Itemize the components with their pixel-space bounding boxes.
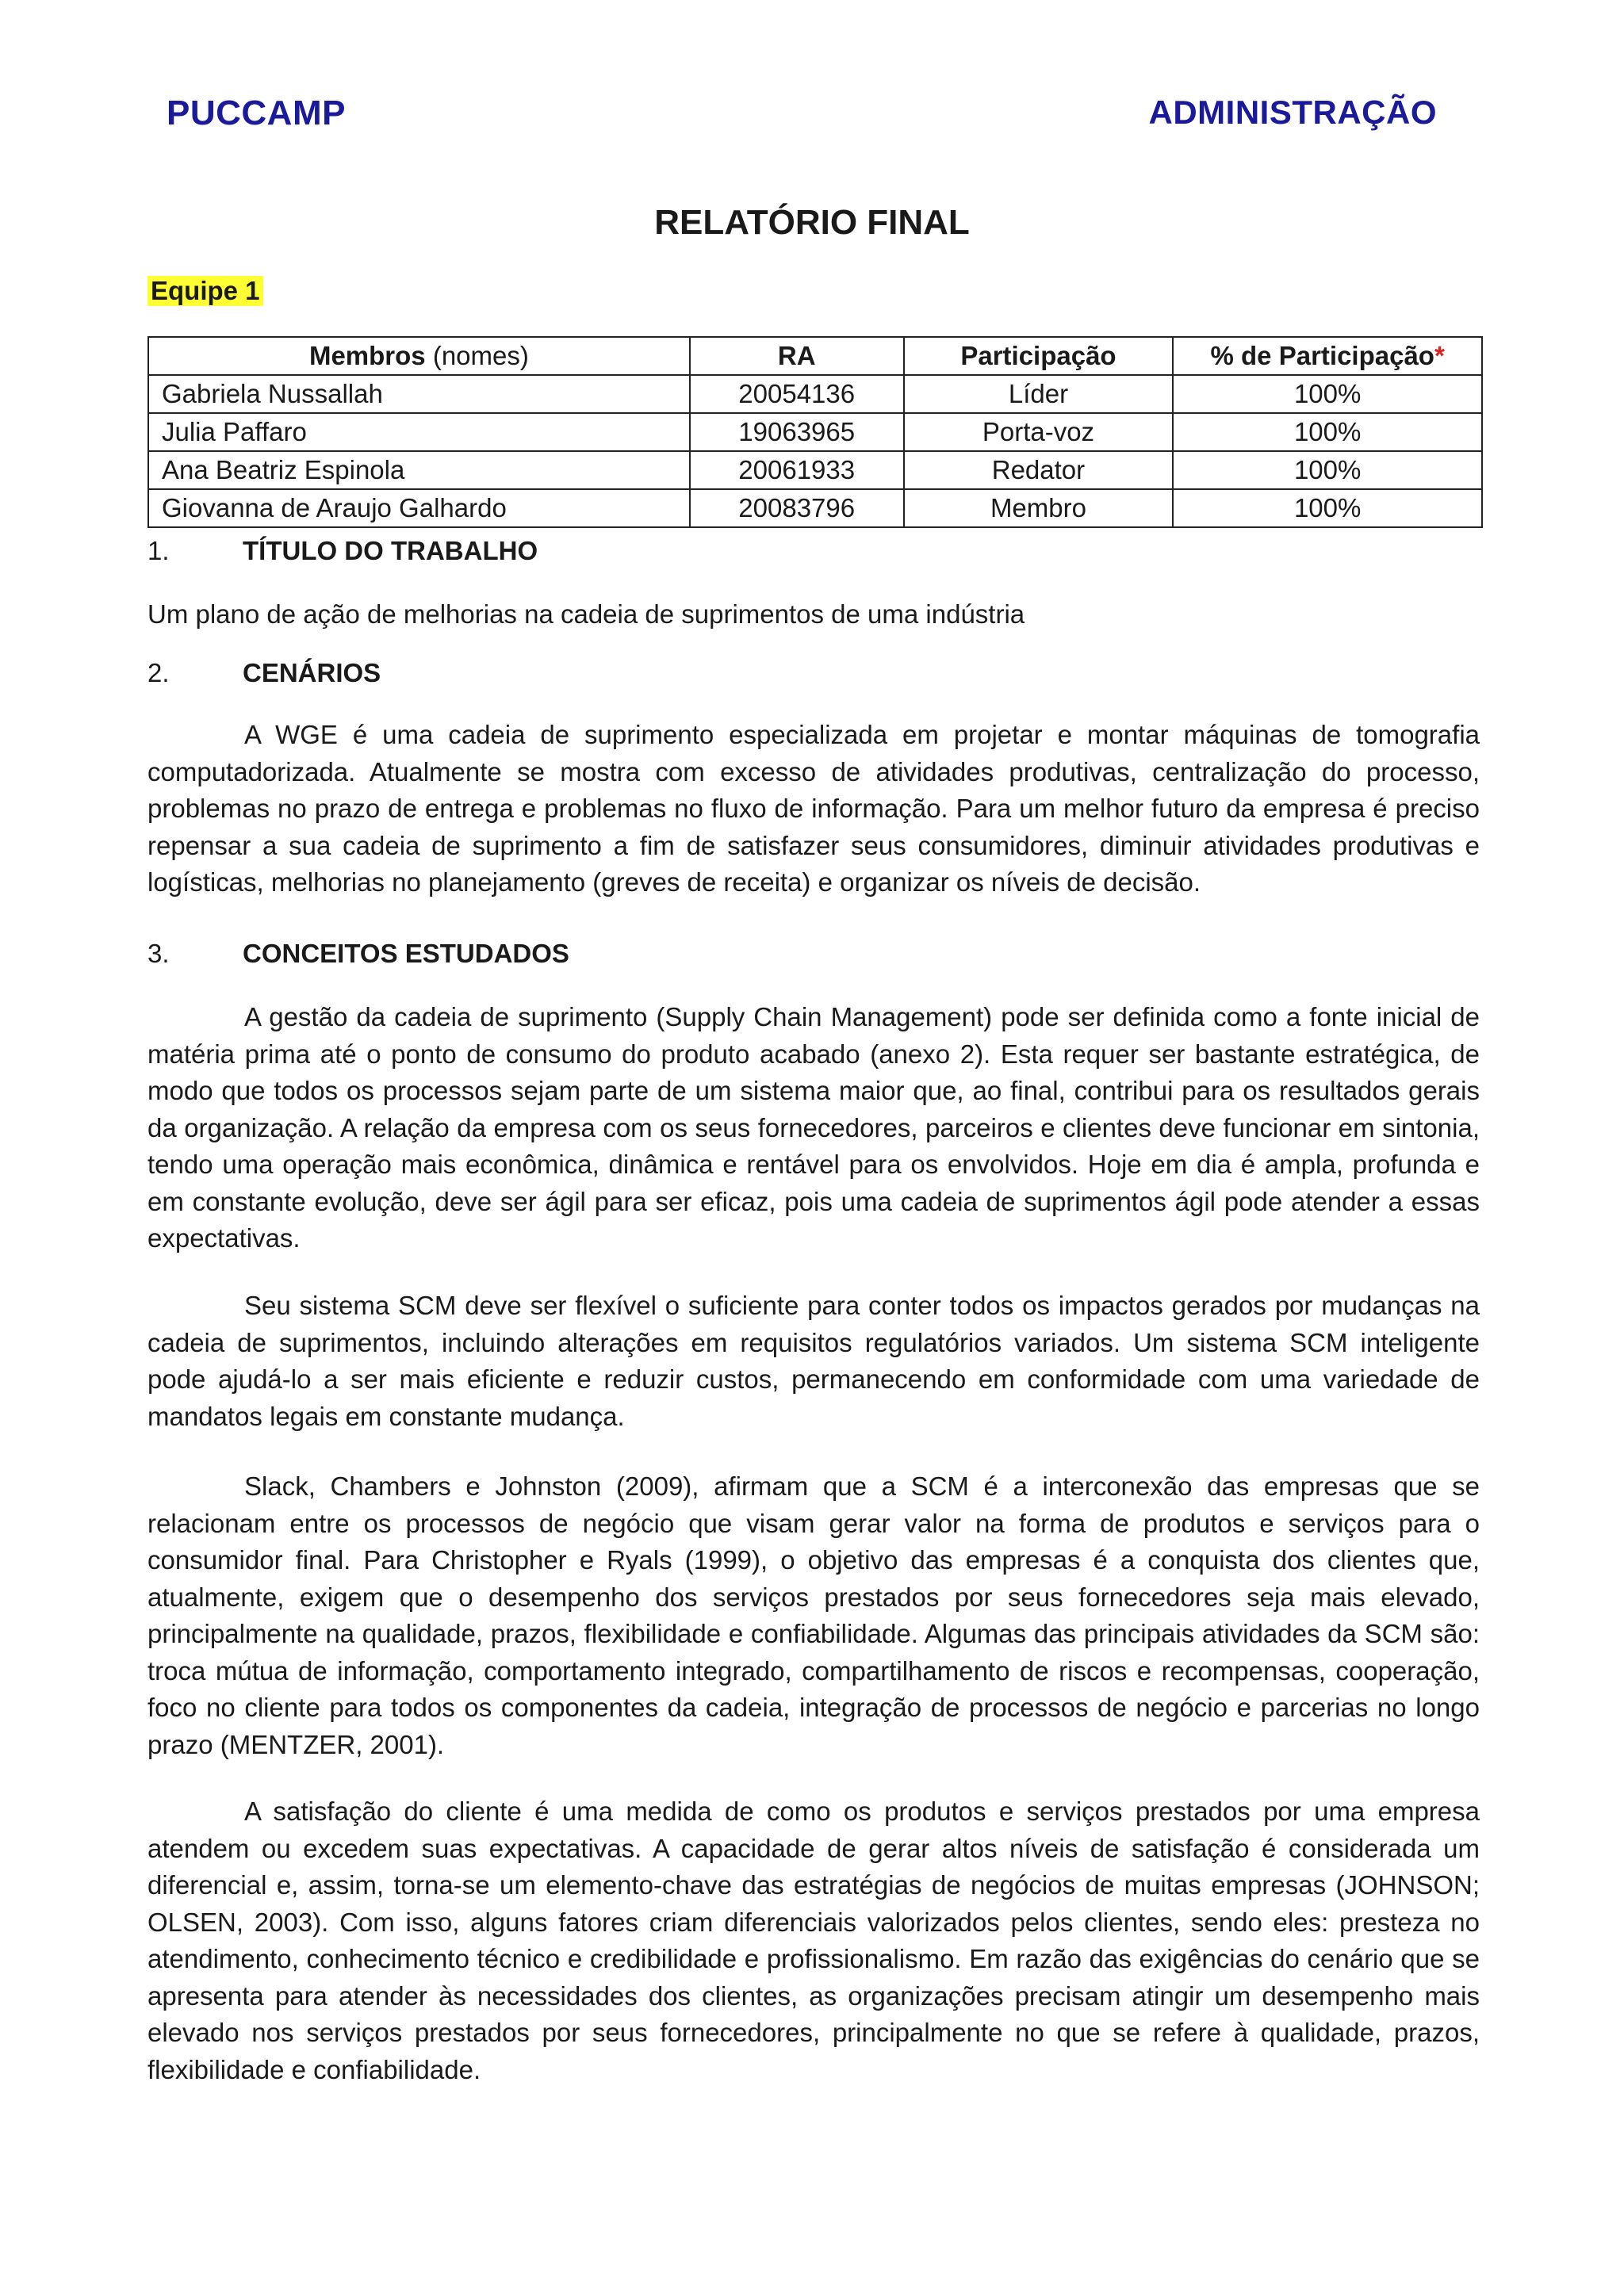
- section-3-paragraph-4: A satisfação do cliente é uma medida de como os produtos e serviços prestados por uma empresa atendem ou excedem suas expectativas. A capacidade de gerar altos níveis de satisfação é considerada um diferencial e, assim, torna-se um elemento-chave das estratégias de negócios de muitas empresas (JOHNSON; OLSEN, 2003). Com isso, alguns fatores criam diferenciais valorizados pelos clientes, sendo eles: presteza no atendimento, conhecimento técnico e credibilidade e profissionalismo. Em razão das exigências do cenário que se apresenta para atender às necessidades dos clientes, as organizações precisam atingir um desempenho mais elevado nos serviços prestados por seus fornecedores, principalmente no que se refere à qualidade, prazos, flexibilidade e confiabilidade.: [147, 1797, 1480, 2084]
- table-row: [148, 451, 1482, 489]
- section-1-paragraph: Um plano de ação de melhorias na cadeia de suprimentos de uma indústria: [147, 599, 1025, 629]
- section-title: CONCEITOS ESTUDADOS: [243, 939, 569, 968]
- header-percent-label: % de Participação: [1210, 341, 1434, 370]
- header-members-light: (nomes): [432, 341, 529, 370]
- member-name: Gabriela Nussallah: [148, 375, 690, 413]
- document-title: RELATÓRIO FINAL: [654, 203, 970, 242]
- section-title: CENÁRIOS: [243, 658, 381, 687]
- table-row: [148, 413, 1482, 451]
- header-percent-star: *: [1434, 341, 1445, 370]
- table-row: [148, 375, 1482, 413]
- member-ra: 20083796: [690, 489, 904, 527]
- member-role: Redator: [904, 451, 1174, 489]
- member-name: Ana Beatriz Espinola: [148, 451, 690, 489]
- section-3-paragraph-1: A gestão da cadeia de suprimento (Supply Chain Management) pode ser definida como a fonte inicial de matéria prima até o ponto de consumo do produto acabado (anexo 2). Esta requer ser bastante estratégica, de modo que todos os processos sejam parte de um sistema maior que, ao final, contribui para os resultados gerais da organização. A relação da empresa com os seus fornecedores, parceiros e clientes deve funcionar em sintonia, tendo uma operação mais econômica, dinâmica e rentável para os envolvidos. Hoje em dia é ampla, profunda e em constante evolução, deve ser ágil para ser eficaz, pois uma cadeia de suprimentos ágil pode atender a essas expectativas.: [147, 1002, 1480, 1253]
- section-3-paragraph-2: Seu sistema SCM deve ser flexível o suficiente para conter todos os impactos gerados por mudanças na cadeia de suprimentos, incluindo alterações em requisitos regulatórios variados. Um sistema SCM inteligente pode ajudá-lo a ser mais eficiente e reduzir custos, permanecendo em conformidade com uma variedade de mandatos legais em constante mudança.: [147, 1291, 1480, 1431]
- member-name: Giovanna de Araujo Galhardo: [148, 489, 690, 527]
- member-role: Membro: [904, 489, 1174, 527]
- members-table: [147, 336, 1483, 528]
- section-2-paragraph: A WGE é uma cadeia de suprimento especializada em projetar e montar máquinas de tomografia computadorizada. Atualmente se mostra com excesso de atividades produtivas, centralização do processo, problemas no prazo de entrega e problemas no fluxo de informação. Para um melhor futuro da empresa é preciso repensar a sua cadeia de suprimento a fim de satisfazer seus consumidores, diminuir atividades produtivas e logísticas, melhorias no planejamento (greves de receita) e organizar os níveis de decisão.: [147, 720, 1480, 897]
- header-institution: PUCCAMP: [167, 94, 346, 132]
- section-heading-2: [147, 658, 381, 688]
- member-name: Julia Paffaro: [148, 413, 690, 451]
- member-ra: 20061933: [690, 451, 904, 489]
- section-heading-1: [147, 536, 538, 566]
- header-participation: Participação: [904, 337, 1174, 375]
- header-members: [148, 337, 690, 375]
- member-ra: 20054136: [690, 375, 904, 413]
- header-percent: [1173, 337, 1482, 375]
- member-percent: 100%: [1173, 489, 1482, 527]
- section-number: 2.: [147, 658, 170, 687]
- section-number: 3.: [147, 939, 170, 968]
- member-percent: 100%: [1173, 413, 1482, 451]
- member-ra: 19063965: [690, 413, 904, 451]
- header-course: ADMINISTRAÇÃO: [1148, 94, 1437, 131]
- section-number: 1.: [147, 536, 170, 565]
- table-header-row: [148, 337, 1482, 375]
- header-members-bold: Membros: [308, 341, 426, 370]
- section-3-paragraph-3: Slack, Chambers e Johnston (2009), afirmam que a SCM é a interconexão das empresas que se relacionam entre os processos de negócio que visam gerar valor na forma de produtos e serviços para o consumidor final. Para Christopher e Ryals (1999), o objetivo das empresas é a conquista dos clientes que, atualmente, exigem que o desempenho dos serviços prestados por seus fornecedores seja mais elevado, principalmente na qualidade, prazos, flexibilidade e confiabilidade. Algumas das principais atividades da SCM são: troca mútua de informação, comportamento integrado, compartilhamento de riscos e recompensas, cooperação, foco no cliente para todos os componentes da cadeia, integração de processos de negócio e parcerias no longo prazo (MENTZER, 2001).: [147, 1471, 1480, 1759]
- section-title: TÍTULO DO TRABALHO: [243, 536, 538, 565]
- table-row: [148, 489, 1482, 527]
- member-percent: 100%: [1173, 451, 1482, 489]
- member-percent: 100%: [1173, 375, 1482, 413]
- member-role: Porta-voz: [904, 413, 1174, 451]
- section-heading-3: [147, 939, 569, 969]
- member-role: Líder: [904, 375, 1174, 413]
- header-ra: RA: [690, 337, 904, 375]
- team-label: Equipe 1: [147, 276, 263, 306]
